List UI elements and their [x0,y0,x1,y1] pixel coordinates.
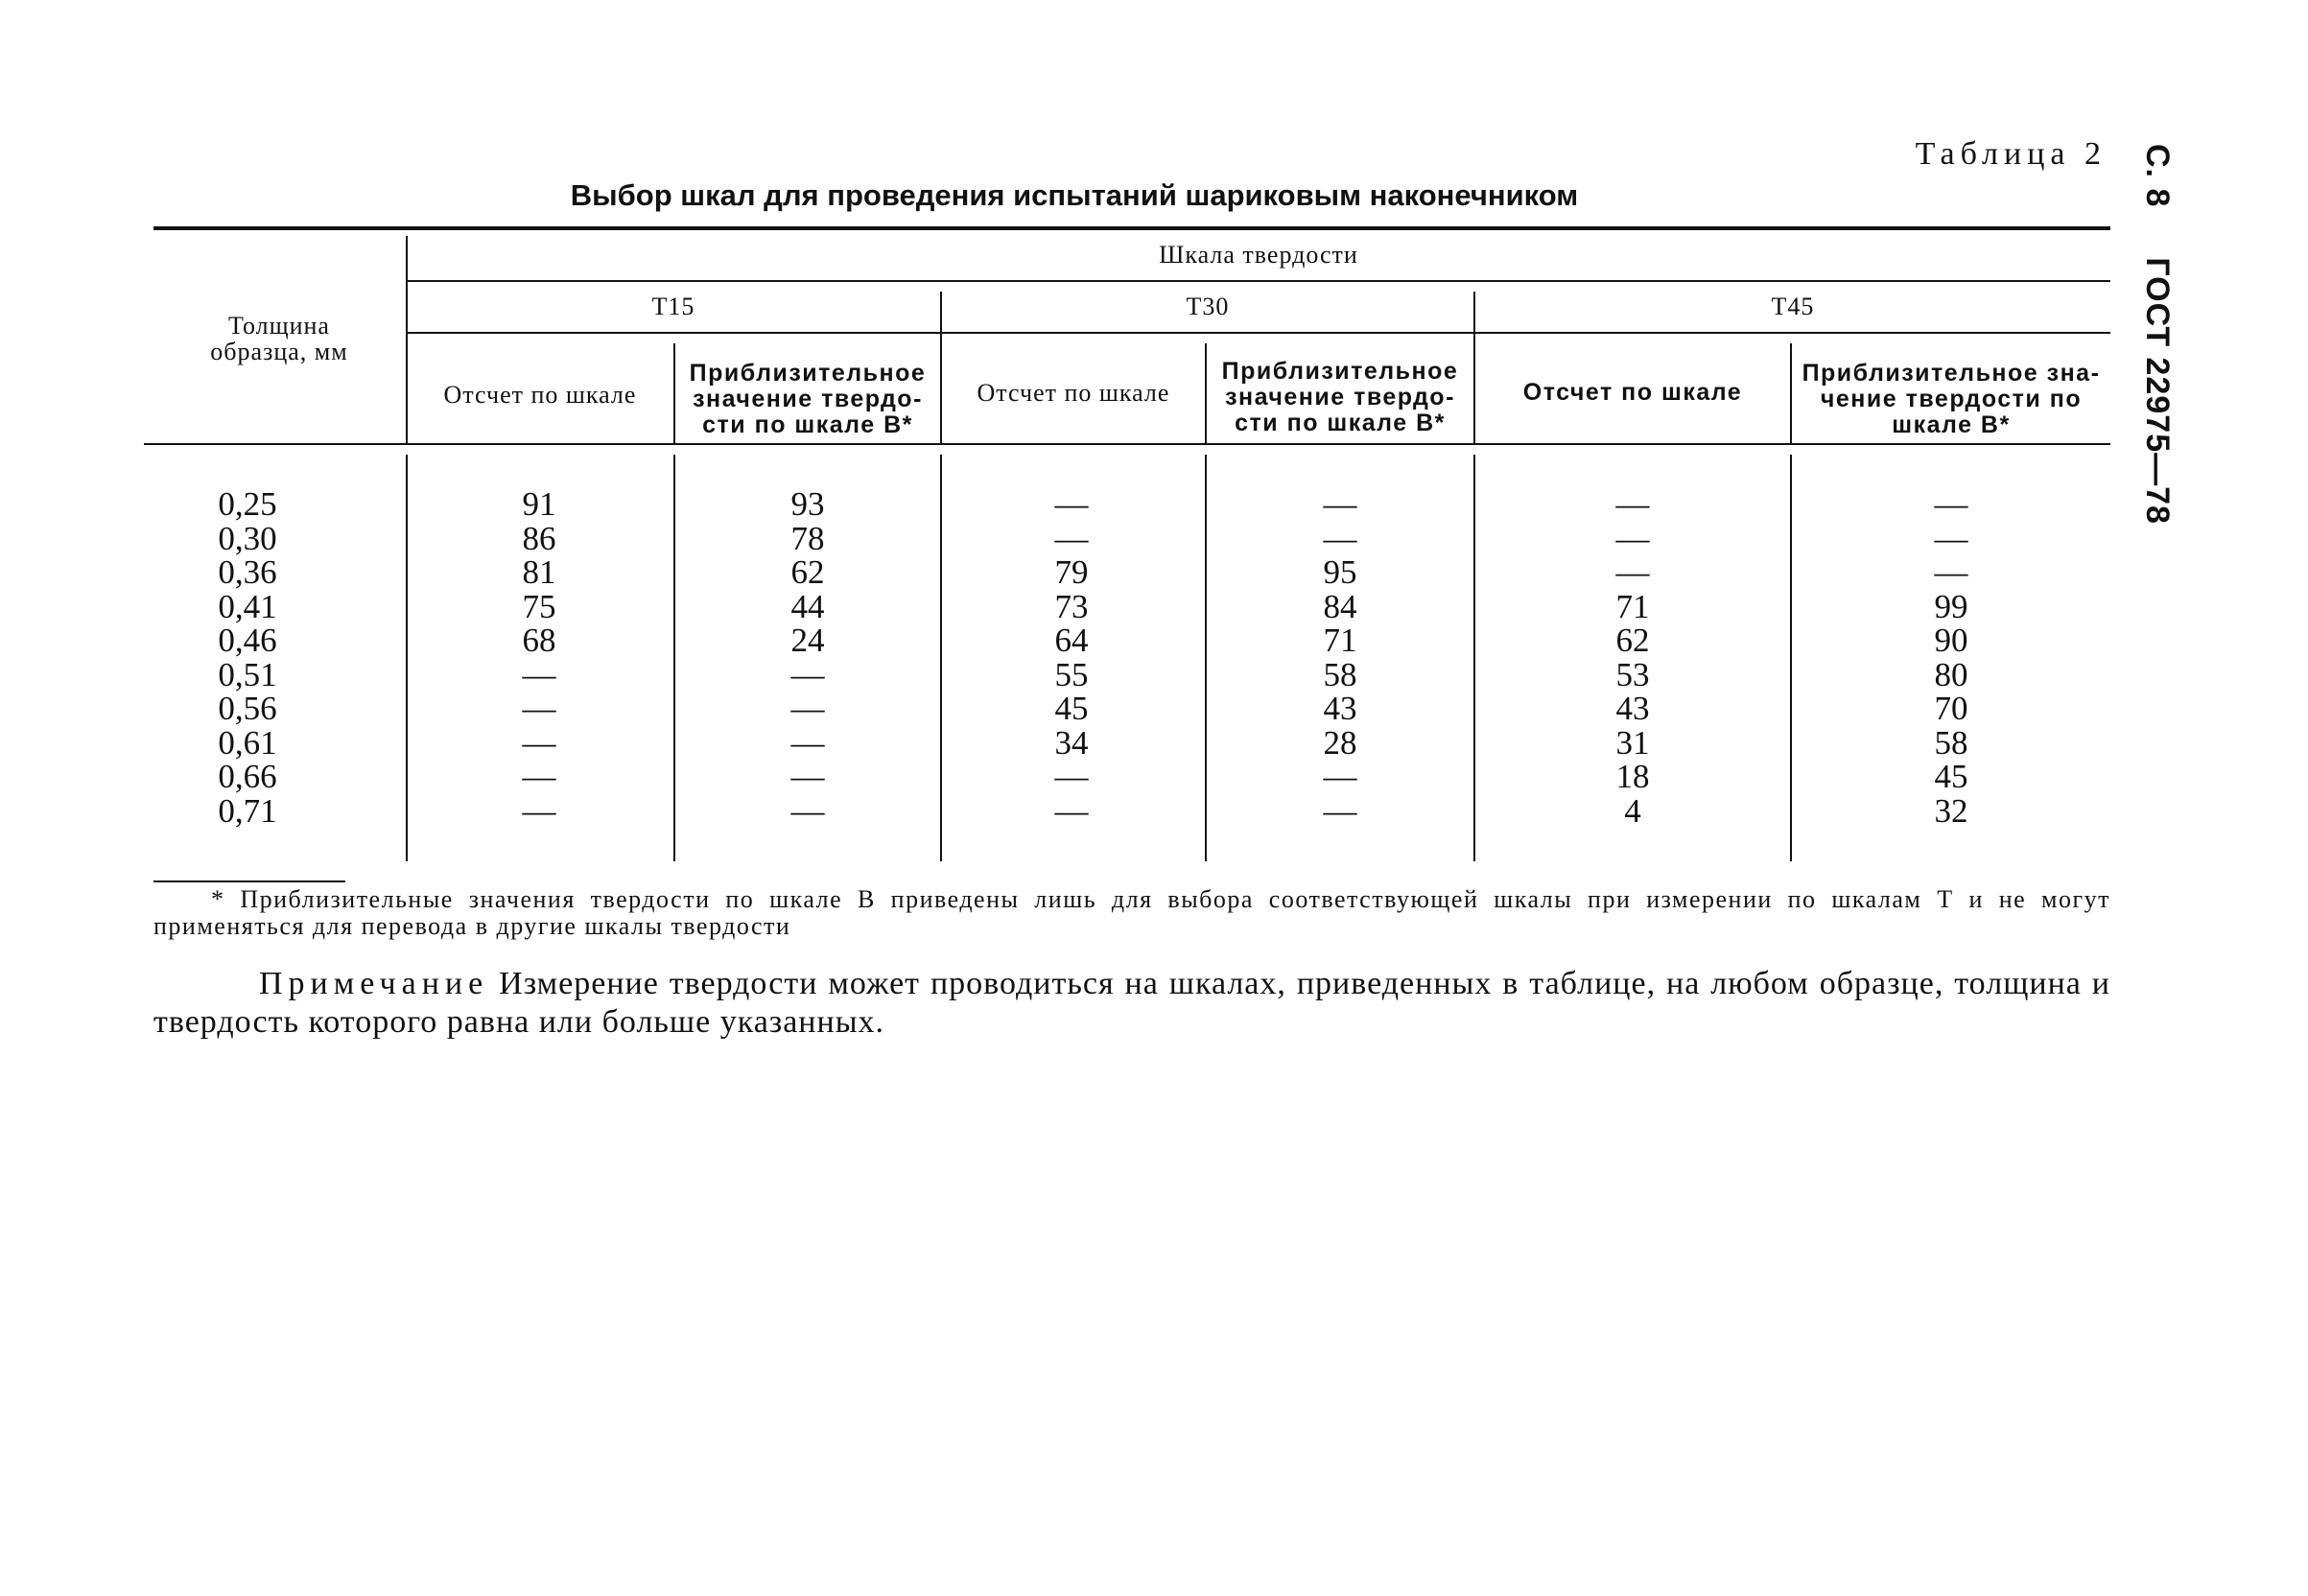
table-cell-t15-b: — [790,690,825,727]
table-cell-t15-read: — [522,791,556,830]
thickness-column [153,487,341,828]
table-cell-t30-read: 64 [1054,622,1089,659]
t30-approx-column [1207,487,1473,828]
table-cell-t15-b: 93 [790,485,825,523]
table-cell-t15-b: 44 [790,587,825,625]
table-cell-t15-read: — [522,758,556,795]
table-cell-t30-b: 71 [1323,622,1357,659]
t30-reading-column [942,487,1201,828]
table-cell-t30-read: 55 [1054,655,1089,693]
table-cell-t30-read: 45 [1054,690,1089,727]
note [153,965,2110,1042]
table-cell-t45-read: 4 [1624,791,1641,830]
table-top-rule [153,226,2110,230]
page-number: С. 8 [2139,144,2176,208]
table-cell-thickness: 0,30 [218,519,277,557]
scale-header-t30: Т30 [1186,293,1230,320]
table-cell-t15-read: — [522,723,556,762]
table-cell-t45-b: 58 [1934,723,1968,762]
table-cell-t15-b: 62 [790,553,825,591]
table-cell-t30-b: 58 [1323,655,1357,693]
table-cell-t15-b: 24 [790,622,825,659]
table-cell-thickness: 0,66 [218,758,277,795]
scale-group-header: Шкала твердости [1159,241,1358,269]
table-cell-t45-read: 43 [1615,690,1650,727]
table-cell-thickness: 0,56 [218,690,277,727]
table-cell-t45-b: 80 [1934,655,1968,693]
table-cell-t30-read: 73 [1054,587,1089,625]
footnote-rule [153,880,345,882]
table-cell-t30-b: — [1323,485,1357,523]
table-cell-t45-read: — [1615,485,1650,523]
table-cell-t45-b: — [1934,485,1968,523]
table-cell-t30-b: — [1323,519,1357,557]
table-cell-t15-read: 86 [522,519,556,557]
table-cell-thickness: 0,36 [218,553,277,591]
t30-reading-header: Отсчет по шкале [977,379,1170,407]
table-cell-t30-b: 84 [1323,587,1357,625]
table-cell-thickness: 0,25 [218,485,277,523]
table-cell-t45-b: 90 [1934,622,1968,659]
table-cell-t45-read: 18 [1615,758,1650,795]
table-cell-t45-read: 31 [1615,723,1650,762]
table-cell-t45-read: 53 [1615,655,1650,693]
t45-reading-column [1475,487,1790,828]
table-cell-t30-read: 79 [1054,553,1089,591]
table-cell-t30-b: 95 [1323,553,1357,591]
table-cell-t30-read: — [1054,758,1089,795]
table-cell-t30-read: — [1054,519,1089,557]
t45-approx-column [1792,487,2110,828]
table-label: Таблица 2 [1915,136,2107,172]
header-bottom-rule [144,443,2110,445]
table-cell-t30-read: — [1054,485,1089,523]
table-cell-t30-read: — [1054,791,1089,830]
t15-approx-column [675,487,940,828]
table-cell-t15-b: 78 [790,519,825,557]
table-cell-t45-b: 45 [1934,758,1968,795]
table-cell-thickness: 0,41 [218,587,277,625]
table-cell-t45-read: — [1615,519,1650,557]
table-cell-t15-b: — [790,655,825,693]
thickness-header: Толщина образца, мм [210,312,348,365]
table-cell-thickness: 0,61 [218,723,277,762]
table-cell-t45-b: 70 [1934,690,1968,727]
scales-rule [407,332,2110,334]
table-cell-t15-read: — [522,690,556,727]
table-cell-t15-b: — [790,758,825,795]
t30-approx-header: Приблизительное значение твердо- сти по шкале В* [1221,358,1459,436]
table-cell-t15-read: 75 [522,587,556,625]
side-header [2139,144,2204,566]
t15-reading-header: Отсчет по шкале [443,381,637,409]
scale-header-t45: Т45 [1771,293,1815,320]
table-cell-t30-read: 34 [1054,723,1089,762]
standard-number: ГОСТ 22975—78 [2139,257,2176,525]
table-cell-t15-read: 68 [522,622,556,659]
note-label: Примечание [259,966,489,1001]
note-text: Измерение твердости может проводиться на шкалах, приведенных в таблице, на любом образце, толщина и твердость которого равна или больше указанных. [153,966,2111,1040]
table-title: Выбор шкал для проведения испытаний шариковым наконечником [570,178,1579,212]
table-cell-t45-b: — [1934,519,1968,557]
table-cell-t15-read: 91 [522,485,556,523]
t45-approx-header: Приблизительное зна- чение твердости по шкале В* [1802,360,2101,438]
table-cell-thickness: 0,71 [218,791,277,830]
table-cell-t15-read: — [522,655,556,693]
t45-reading-header: Отсчет по шкале [1522,379,1743,406]
table-cell-t30-b: 43 [1323,690,1357,727]
table-cell-thickness: 0,46 [218,622,277,659]
table-cell-t15-read: 81 [522,553,556,591]
footnote: * Приблизительные значения твердости по шкале В приведены лишь для выбора соответствующей шкалы при измерении по шкалам Т и не могут применяться для перевода в другие шкалы твердости [153,885,2110,940]
table-cell-t45-b: — [1934,553,1968,591]
table-cell-t30-b: — [1323,791,1357,830]
table-cell-t15-b: — [790,723,825,762]
table-cell-t45-read: 71 [1615,587,1650,625]
t15-approx-header: Приблизительное значение твердо- сти по шкале В* [689,360,927,438]
scale-group-rule [407,280,2110,282]
table-cell-t45-b: 99 [1934,587,1968,625]
table-cell-thickness: 0,51 [218,655,277,693]
table-cell-t45-read: — [1615,553,1650,591]
table-cell-t30-b: 28 [1323,723,1357,762]
table-cell-t45-b: 32 [1934,791,1968,830]
table-cell-t45-read: 62 [1615,622,1650,659]
t15-reading-column [407,487,671,828]
table-cell-t15-b: — [790,791,825,830]
scale-header-t15: Т15 [651,293,695,320]
table-cell-t30-b: — [1323,758,1357,795]
